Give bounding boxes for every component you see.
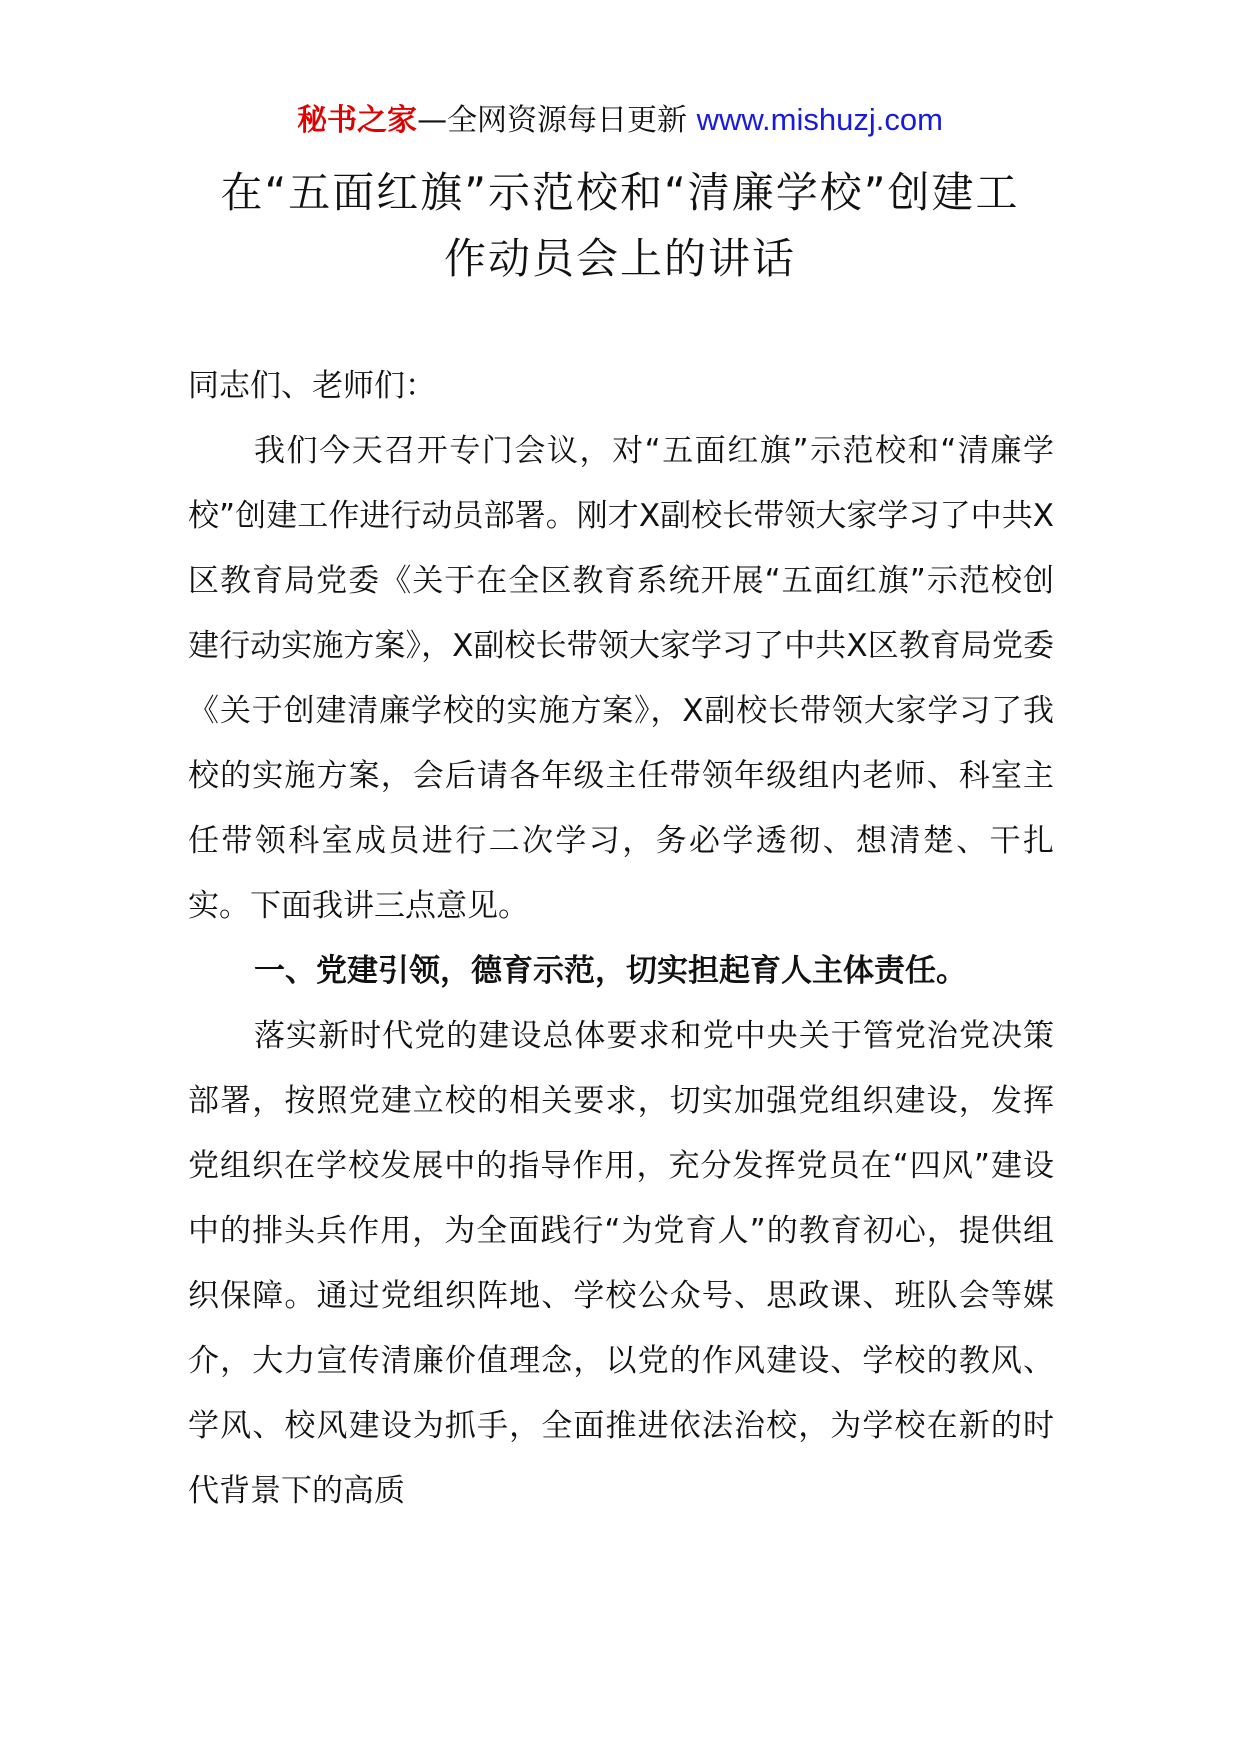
site-header bbox=[0, 100, 1240, 141]
document-body bbox=[188, 354, 1054, 1524]
document-title: 在“五面红旗”示范校和“清廉学校”创建工作动员会上的讲话 bbox=[220, 168, 1020, 283]
site-url-link[interactable]: www.mishuzj.com bbox=[696, 102, 943, 137]
salutation: 同志们、老师们： bbox=[188, 368, 436, 404]
site-brand: 秘书之家 bbox=[297, 103, 418, 138]
paragraph-section-1: 落实新时代党的建设总体要求和党中央关于管党治党决策部署，按照党建立校的相关要求，切实加强党组织建设，发挥党组织在学校发展中的指导作用，充分发挥党员在“四风”建设中的排头兵作用，为全面践行“为党育人”的教育初心，提供组织保障。通过党组织阵地、学校公众号、思政课、班队会等媒介，大力宣传清廉价值理念，以党的作风建设、学校的教风、学风、校风建设为抓手，全面推进依法治校，为学校在新的时代背景下的高质 bbox=[188, 1018, 1054, 1509]
site-slogan: —全网资源每日更新 bbox=[417, 103, 688, 138]
section-heading-1: 一、党建引领，德育示范，切实担起育人主体责任。 bbox=[254, 953, 967, 989]
paragraph-intro: 我们今天召开专门会议，对“五面红旗”示范校和“清廉学校”创建工作进行动员部署。刚才X副校长带领大家学习了中共X区教育局党委《关于在全区教育系统开展“五面红旗”示范校创建行动实施方案》，X副校长带领大家学习了中共X区教育局党委《关于创建清廉学校的实施方案》，X副校长带领大家学习了我校的实施方案，会后请各年级主任带领年级组内老师、科室主任带领科室成员进行二次学习，务必学透彻、想清楚、干扎实。下面我讲三点意见。 bbox=[188, 433, 1054, 924]
